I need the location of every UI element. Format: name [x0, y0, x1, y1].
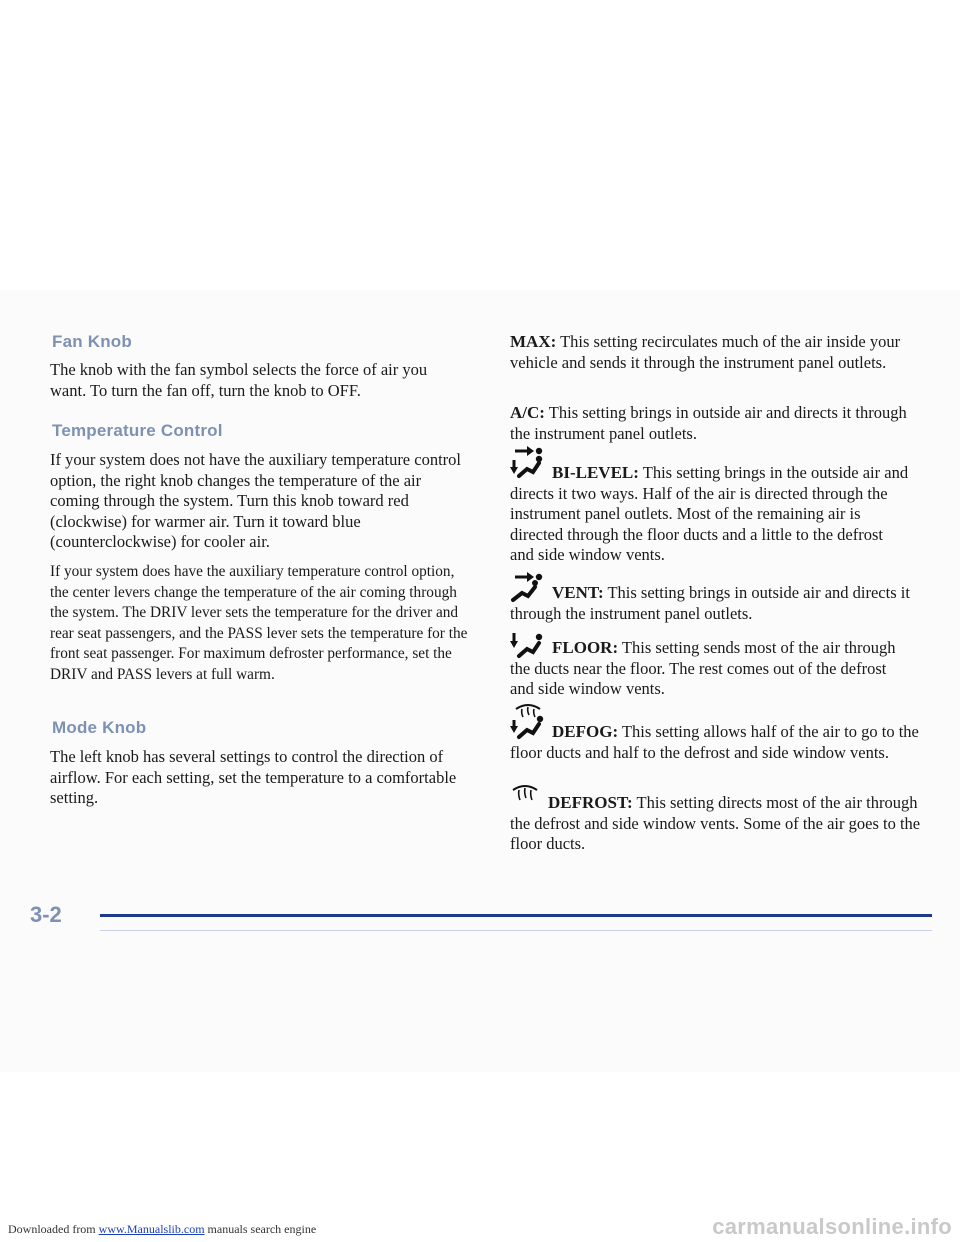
watermark: carmanualsonline.info	[712, 1214, 952, 1239]
defog-setting	[510, 722, 920, 763]
max-setting	[510, 332, 920, 373]
download-credit	[8, 1222, 316, 1237]
defog-term: DEFOG:	[552, 722, 619, 741]
max-term: MAX:	[510, 332, 557, 351]
vent-term: VENT:	[552, 583, 604, 602]
footer-rule	[100, 914, 932, 917]
temperature-control-text-1: If your system does not have the auxiliary temperature control option, the right knob changes the temperature of the air coming through the system. Turn this knob toward red (clockwise) for warmer air. Turn it toward blue (counterclockwise) for cooler air.	[50, 450, 461, 551]
mode-knob-text: The left knob has several settings to control the direction of airflow. For each setting, set the temperature to a comfortable setting.	[50, 747, 457, 807]
download-credit-prefix: Downloaded from	[8, 1222, 99, 1236]
floor-setting	[510, 638, 910, 700]
download-credit-suffix: manuals search engine	[204, 1222, 317, 1236]
ac-term: A/C:	[510, 403, 545, 422]
bi-level-term: BI-LEVEL:	[552, 463, 639, 482]
floor-term: FLOOR:	[552, 638, 619, 657]
mode-knob-heading: Mode Knob	[52, 718, 147, 737]
vent-setting	[510, 583, 910, 624]
vent-text: This setting brings in outside air and directs it through the instrument panel outlets.	[510, 583, 910, 623]
manualslib-link[interactable]: www.Manualslib.com	[98, 1222, 205, 1236]
ac-setting	[510, 403, 920, 444]
bi-level-text: This setting brings in the outside air and directs it two ways. Half of the air is directed through the instrument panel outlets. Most of the remaining air is directed through the floor ducts and a little to the defrost and side window vents.	[510, 463, 909, 564]
defog-text: This setting allows half of the air to go to the floor ducts and half to the defrost and side window vents.	[510, 722, 919, 762]
bi-level-setting	[510, 463, 910, 566]
max-text: This setting recirculates much of the air inside your vehicle and sends it through the instrument panel outlets.	[510, 332, 901, 372]
fan-knob-heading: Fan Knob	[52, 332, 132, 351]
defrost-text: This setting directs most of the air through the defrost and side window vents. Some of the air goes to the floor ducts.	[510, 793, 921, 853]
defrost-setting	[510, 793, 930, 855]
fan-knob-text: The knob with the fan symbol selects the force of air you want. To turn the fan off, turn the knob to OFF.	[50, 360, 428, 400]
page-number: 3-2	[30, 902, 62, 927]
ac-text: This setting brings in outside air and directs it through the instrument panel outlets.	[510, 403, 907, 443]
footer-rule-faint	[100, 930, 932, 931]
temperature-control-text-2: If your system does have the auxiliary temperature control option, the center levers change the temperature of the air coming through the system. The DRIV lever sets the temperature for the driver and rear seat passengers, and the PASS lever sets the temperature for the front seat passenger. For maximum defroster performance, set the DRIV and PASS levers at full warm.	[50, 563, 468, 683]
defrost-term: DEFROST:	[548, 793, 633, 812]
floor-text: This setting sends most of the air through the ducts near the floor. The rest comes out of the defrost and side window vents.	[510, 638, 896, 698]
manual-page	[0, 290, 960, 1072]
temperature-control-heading: Temperature Control	[52, 421, 223, 440]
